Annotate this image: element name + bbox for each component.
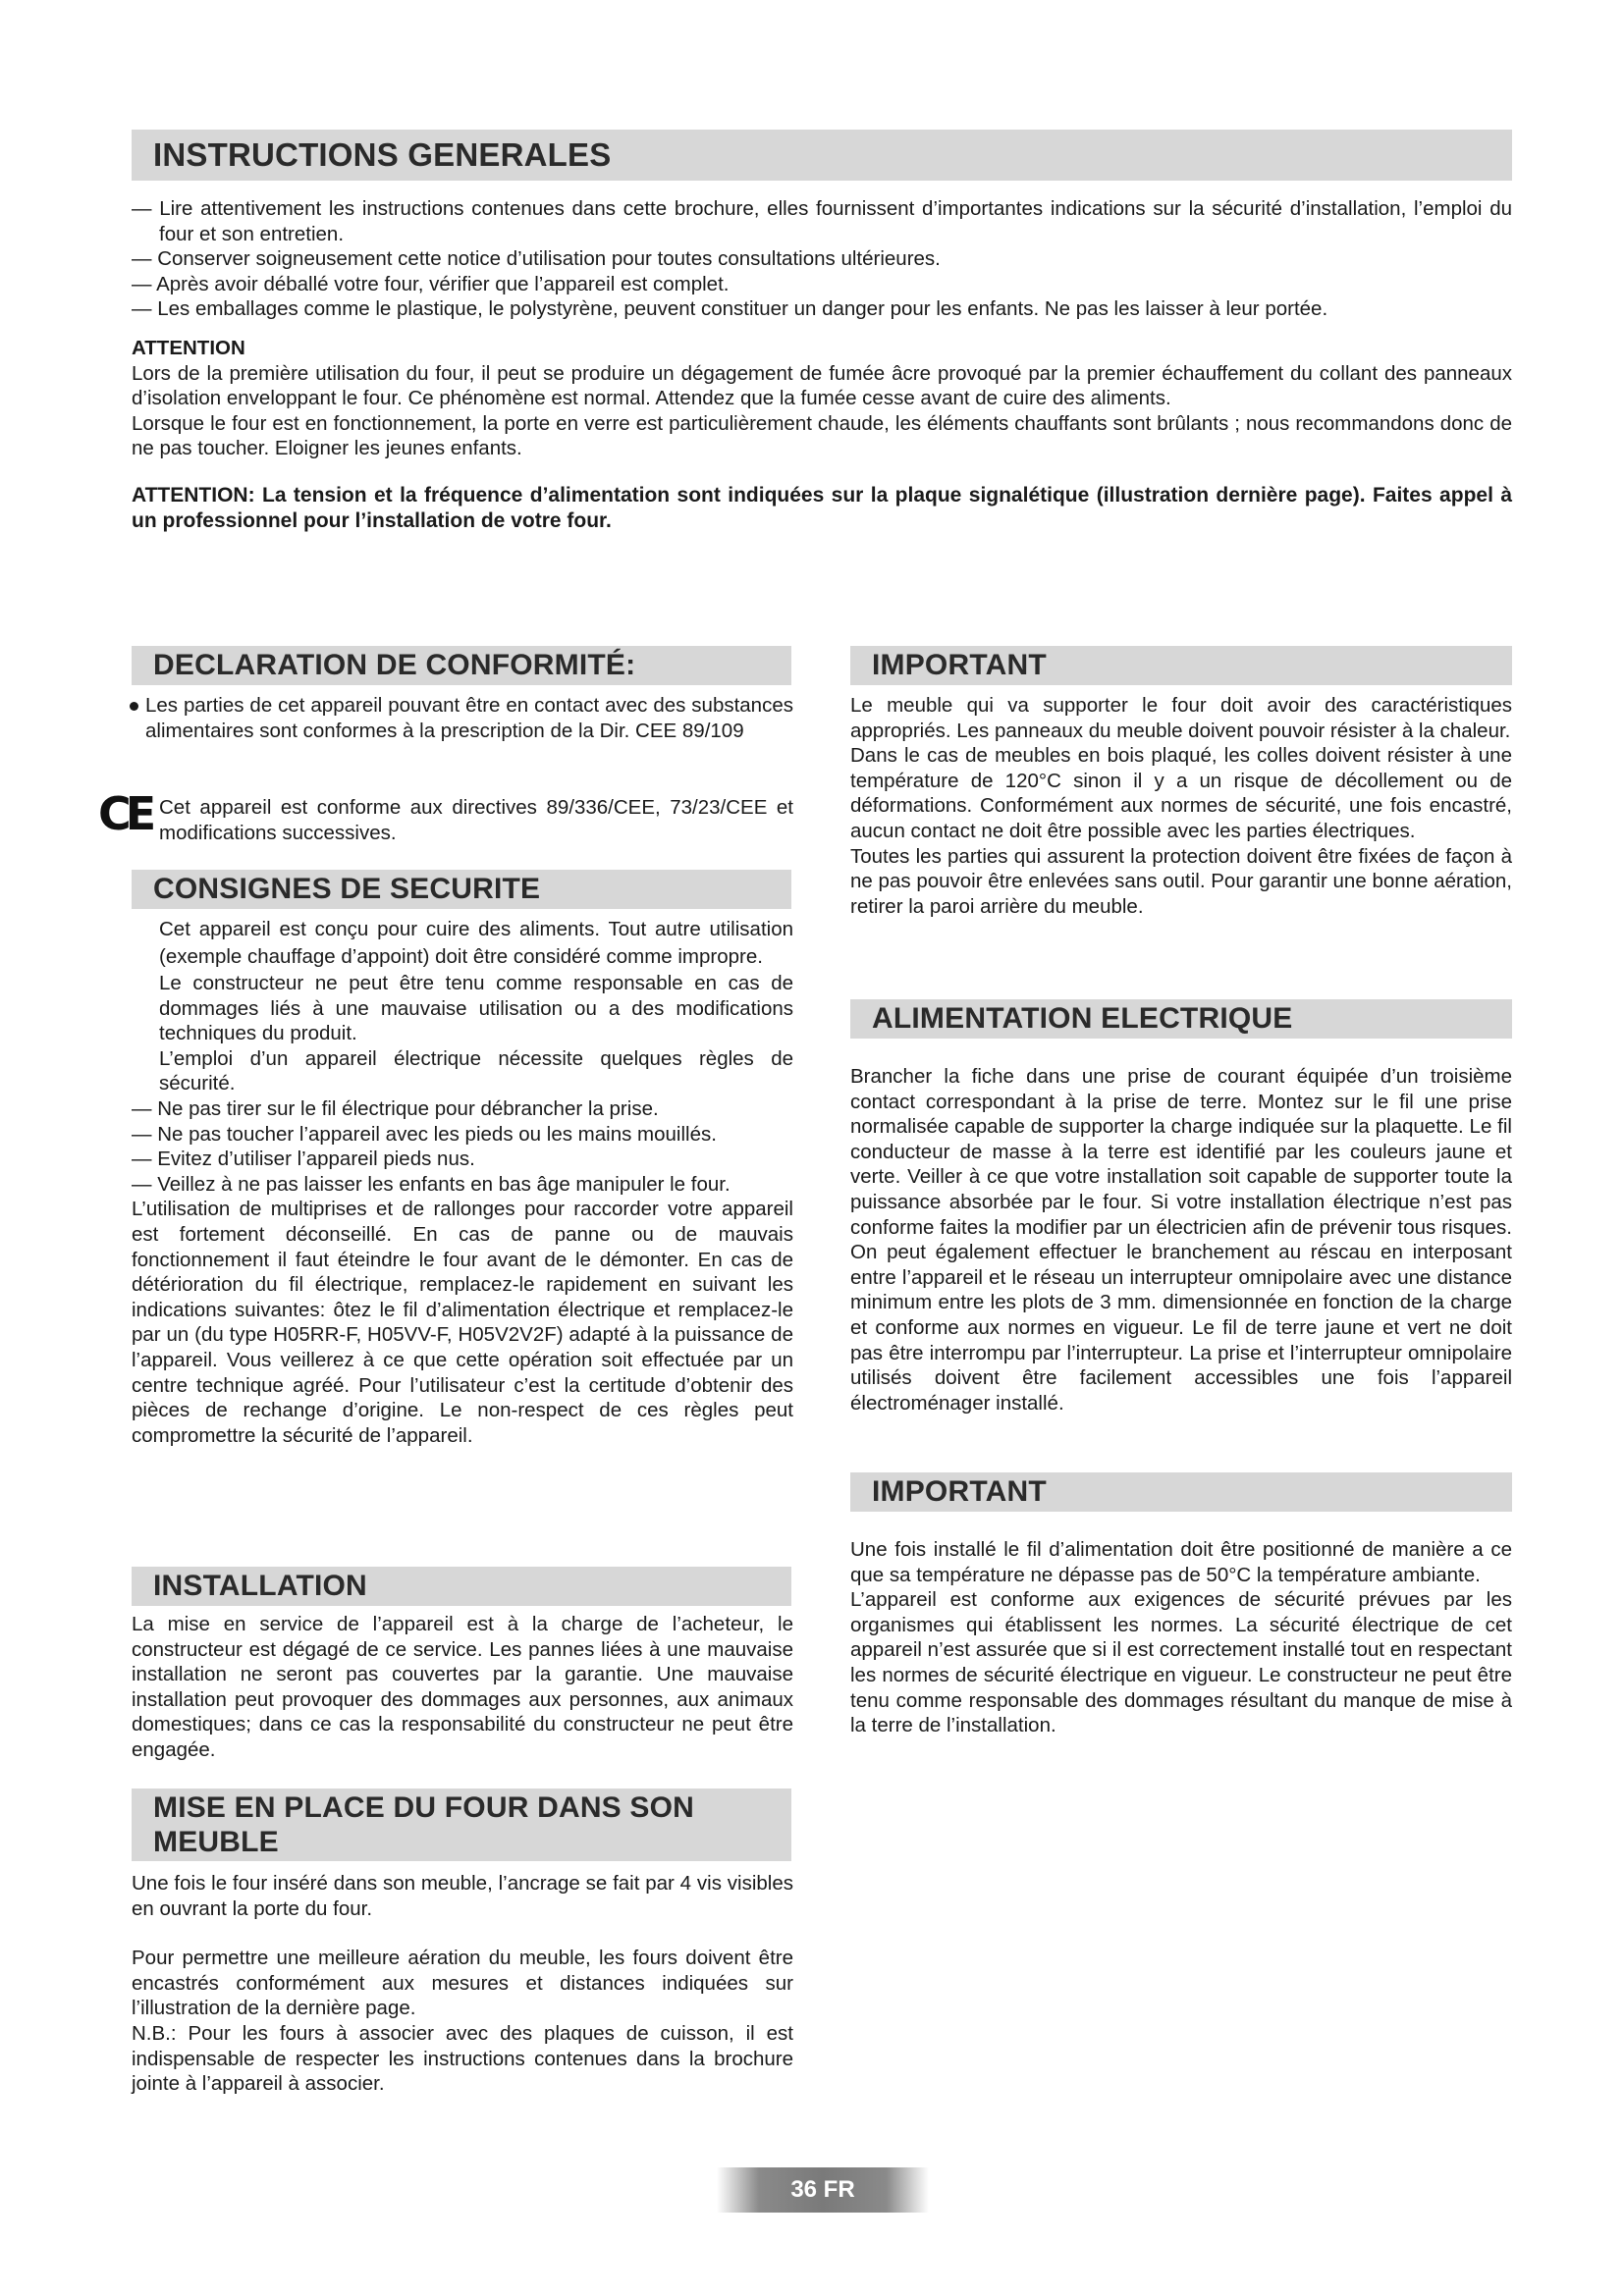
installation-text: La mise en service de l’appareil est à la charge de l’acheteur, le constructeur est dégagé de ce service. Les pannes liées à une mauvaise installation ne seront pas couvertes par la garantie. Une mauvaise installation peut provoquer des dommages aux personnes, aux animaux domestiques; dans ce cas la responsabilité du constructeur ne peut être engagée. bbox=[132, 1613, 793, 1761]
section-title-important-1: IMPORTANT bbox=[850, 646, 1512, 685]
list-item: — Conserver soigneusement cette notice d’utilisation pour toutes consultations ultérieures. bbox=[132, 247, 941, 271]
attention-paragraph: Lors de la première utilisation du four, il peut se produire un dégagement de fumée âcre provoqué par la premier échauffement du collant des panneaux d’isolation enveloppant le four. Ce phénomène est normal. Attendez que la fumée cesse avant de cuire des aliments. bbox=[132, 361, 1512, 410]
attention-paragraph: Lorsque le four est en fonctionnement, la porte en verre est particulièrement chaude, les éléments chauffants sont brûlants ; nous recommandons donc de ne pas toucher. Eloigner les jeunes enfants. bbox=[132, 411, 1512, 460]
page-number: 36 FR bbox=[717, 2167, 929, 2213]
section-title-important-2: IMPORTANT bbox=[850, 1472, 1512, 1512]
important-2-paragraph: Une fois installé le fil d’alimentation doit être positionné de manière a ce que sa température ne dépasse pas de 50°C la température ambiante. bbox=[850, 1538, 1512, 1586]
section-title-general: INSTRUCTIONS GENERALES bbox=[132, 130, 1512, 181]
mise-en-place-paragraph: Une fois le four inséré dans son meuble, l’ancrage se fait par 4 vis visibles en ouvrant la porte du four. bbox=[132, 1872, 793, 1920]
safety-dash-item: — Ne pas tirer sur le fil électrique pour débrancher la prise. bbox=[132, 1096, 659, 1120]
mise-en-place-title-line: MISE EN PLACE DU FOUR DANS SON bbox=[153, 1791, 695, 1824]
important-1-paragraph: Toutes les parties qui assurent la protection doivent être fixées de façon à ne pas pouvoir être enlevées sans outil. Pour garantir une bonne aération, retirer la paroi arrière du meuble. bbox=[850, 844, 1512, 918]
section-title-alimentation: ALIMENTATION ELECTRIQUE bbox=[850, 999, 1512, 1039]
alimentation-text: Brancher la fiche dans une prise de courant équipée d’un troisième contact correspondant à la prise de terre. Montez sur le fil une prise normalisée capable de supporter la charge indiquée sur la plaquette. Le fil conducteur de masse à la terre est identifié par les couleurs jaune et verte. Veiller à ce que votre installation soit capable de supporter toute la puissance absorbée par le four. Si votre installation électrique n’est pas conforme faites la modifier par un électricien afin de prévenir tous risques. On peut également effectuer le branchement au réscau en interposant entre l’appareil et le réseau un interrupteur omnipolaire avec une distance minimum entre les plots de 3 mm. dimensionnée en fonction de la charge et conforme aux normes en vigueur. Le fil de terre jaune et vert ne doit pas être interrompu par l’interrupteur. La prise et l’interrupteur omnipolaire utilisés doivent être facilement accessibles une fois l’appareil électroménager installé. bbox=[850, 1065, 1512, 1415]
important-2-paragraph: L’appareil est conforme aux exigences de sécurité prévues par les organismes qui établissent les normes. La sécurité électrique de cet appareil n’est assurée que si il est correctement installé tout en respectant les normes de sécurité électrique en vigueur. Le constructeur ne peut être tenu comme responsable des dommages résultant du manque de mise à la terre de l’installation. bbox=[850, 1588, 1512, 1737]
safety-paragraph: Le constructeur ne peut être tenu comme responsable en cas de dommages liés à une mauvaise utilisation ou a des modifications techniques du produit. bbox=[159, 972, 793, 1045]
safety-paragraph: L’utilisation de multiprises et de rallonges pour raccorder votre appareil est fortement déconseillé. En cas de panne ou de mauvais fonctionnement il faut éteindre le four avant de le démonter. En cas de détérioration du fil électrique, remplacez-le rapidement en suivant les indications suivantes: ôtez le fil d’alimentation électrique et remplacez-le par un (du type H05RR-F, H05VV-F, H05V2V2F) adapté à la puissance de l’appareil. Vous veillerez à ce que cette opération soit effectuée par un centre technique agréé. Pour l’utilisateur c’est la certitude d’obtenir des pièces de rechange d’origine. Le non-respect de ces règles peut compromettre la sécurité de l’appareil. bbox=[132, 1198, 793, 1447]
section-title-mise-en-place bbox=[132, 1789, 791, 1861]
safety-dash-item: — Evitez d’utiliser l’appareil pieds nus. bbox=[132, 1148, 475, 1171]
section-title-conformity: DECLARATION DE CONFORMITÉ: bbox=[132, 646, 791, 685]
attention-voltage-notice: ATTENTION: La tension et la fréquence d’alimentation sont indiquées sur la plaque signalétique (illustration dernière page). Faites appel à un professionnel pour l’installation de votre four. bbox=[132, 483, 1512, 532]
list-item: — Après avoir déballé votre four, vérifier que l’appareil est complet. bbox=[132, 272, 730, 295]
general-instructions-list bbox=[132, 196, 1512, 533]
bullet-icon bbox=[130, 702, 138, 711]
mise-en-place-title-line: MEUBLE bbox=[153, 1826, 279, 1858]
important-2-text bbox=[850, 1537, 1512, 1738]
safety-paragraph: L’emploi d’un appareil électrique nécessite quelques règles de sécurité. bbox=[159, 1046, 793, 1095]
important-1-paragraph: Le meuble qui va supporter le four doit avoir des caractéristiques appropriés. Les panneaux du meuble doivent pouvoir résister à la chaleur. bbox=[850, 694, 1512, 742]
mise-en-place-paragraph: Pour permettre une meilleure aération du meuble, les fours doivent être encastrés conformément aux mesures et distances indiquées sur l’illustration de la dernière page. bbox=[132, 1947, 793, 2020]
list-item: — Les emballages comme le plastique, le polystyrène, peuvent constituer un danger pour les enfants. Ne pas les laisser à leur portée. bbox=[132, 297, 1328, 321]
safety-paragraph: Cet appareil est conçu pour cuire des aliments. Tout autre utilisation (exemple chauffage d’appoint) doit être considéré comme impropre. bbox=[159, 918, 793, 968]
mise-en-place-text bbox=[132, 1871, 793, 2097]
important-1-text bbox=[850, 693, 1512, 919]
safety-dash-item: — Veillez à ne pas laisser les enfants en bas âge manipuler le four. bbox=[132, 1172, 731, 1196]
safety-text bbox=[132, 916, 793, 1448]
ce-mark-icon: CE bbox=[98, 787, 151, 840]
mise-en-place-paragraph: N.B.: Pour les fours à associer avec des plaques de cuisson, il est indispensable de respecter les instructions contenues dans la brochure jointe à l’appareil à associer. bbox=[132, 2021, 793, 2096]
list-item: — Lire attentivement les instructions contenues dans cette brochure, elles fournissent d’importantes indications sur la sécurité d’installation, l’emploi du four et son entretien. bbox=[132, 197, 1512, 245]
section-title-installation: INSTALLATION bbox=[132, 1567, 791, 1606]
attention-heading: ATTENTION bbox=[132, 336, 245, 359]
ce-conformity-text: Cet appareil est conforme aux directives 89/336/CEE, 73/23/CEE et modifications successives. bbox=[159, 796, 793, 844]
section-title-safety: CONSIGNES DE SECURITE bbox=[132, 870, 791, 909]
conformity-bullet-text: Les parties de cet appareil pouvant être en contact avec des substances alimentaires sont conformes à la prescription de la Dir. CEE 89/109 bbox=[145, 694, 793, 742]
safety-dash-item: — Ne pas toucher l’appareil avec les pieds ou les mains mouillés. bbox=[132, 1122, 717, 1146]
conformity-bullet-item bbox=[130, 693, 793, 743]
important-1-paragraph: Dans le cas de meubles en bois plaqué, les colles doivent résister à une température de 120°C sinon il y a un risque de décollement ou de déformations. Conformément aux normes de sécurité, une fois encastré, aucun contact ne doit être possible avec les parties électriques. bbox=[850, 744, 1512, 842]
